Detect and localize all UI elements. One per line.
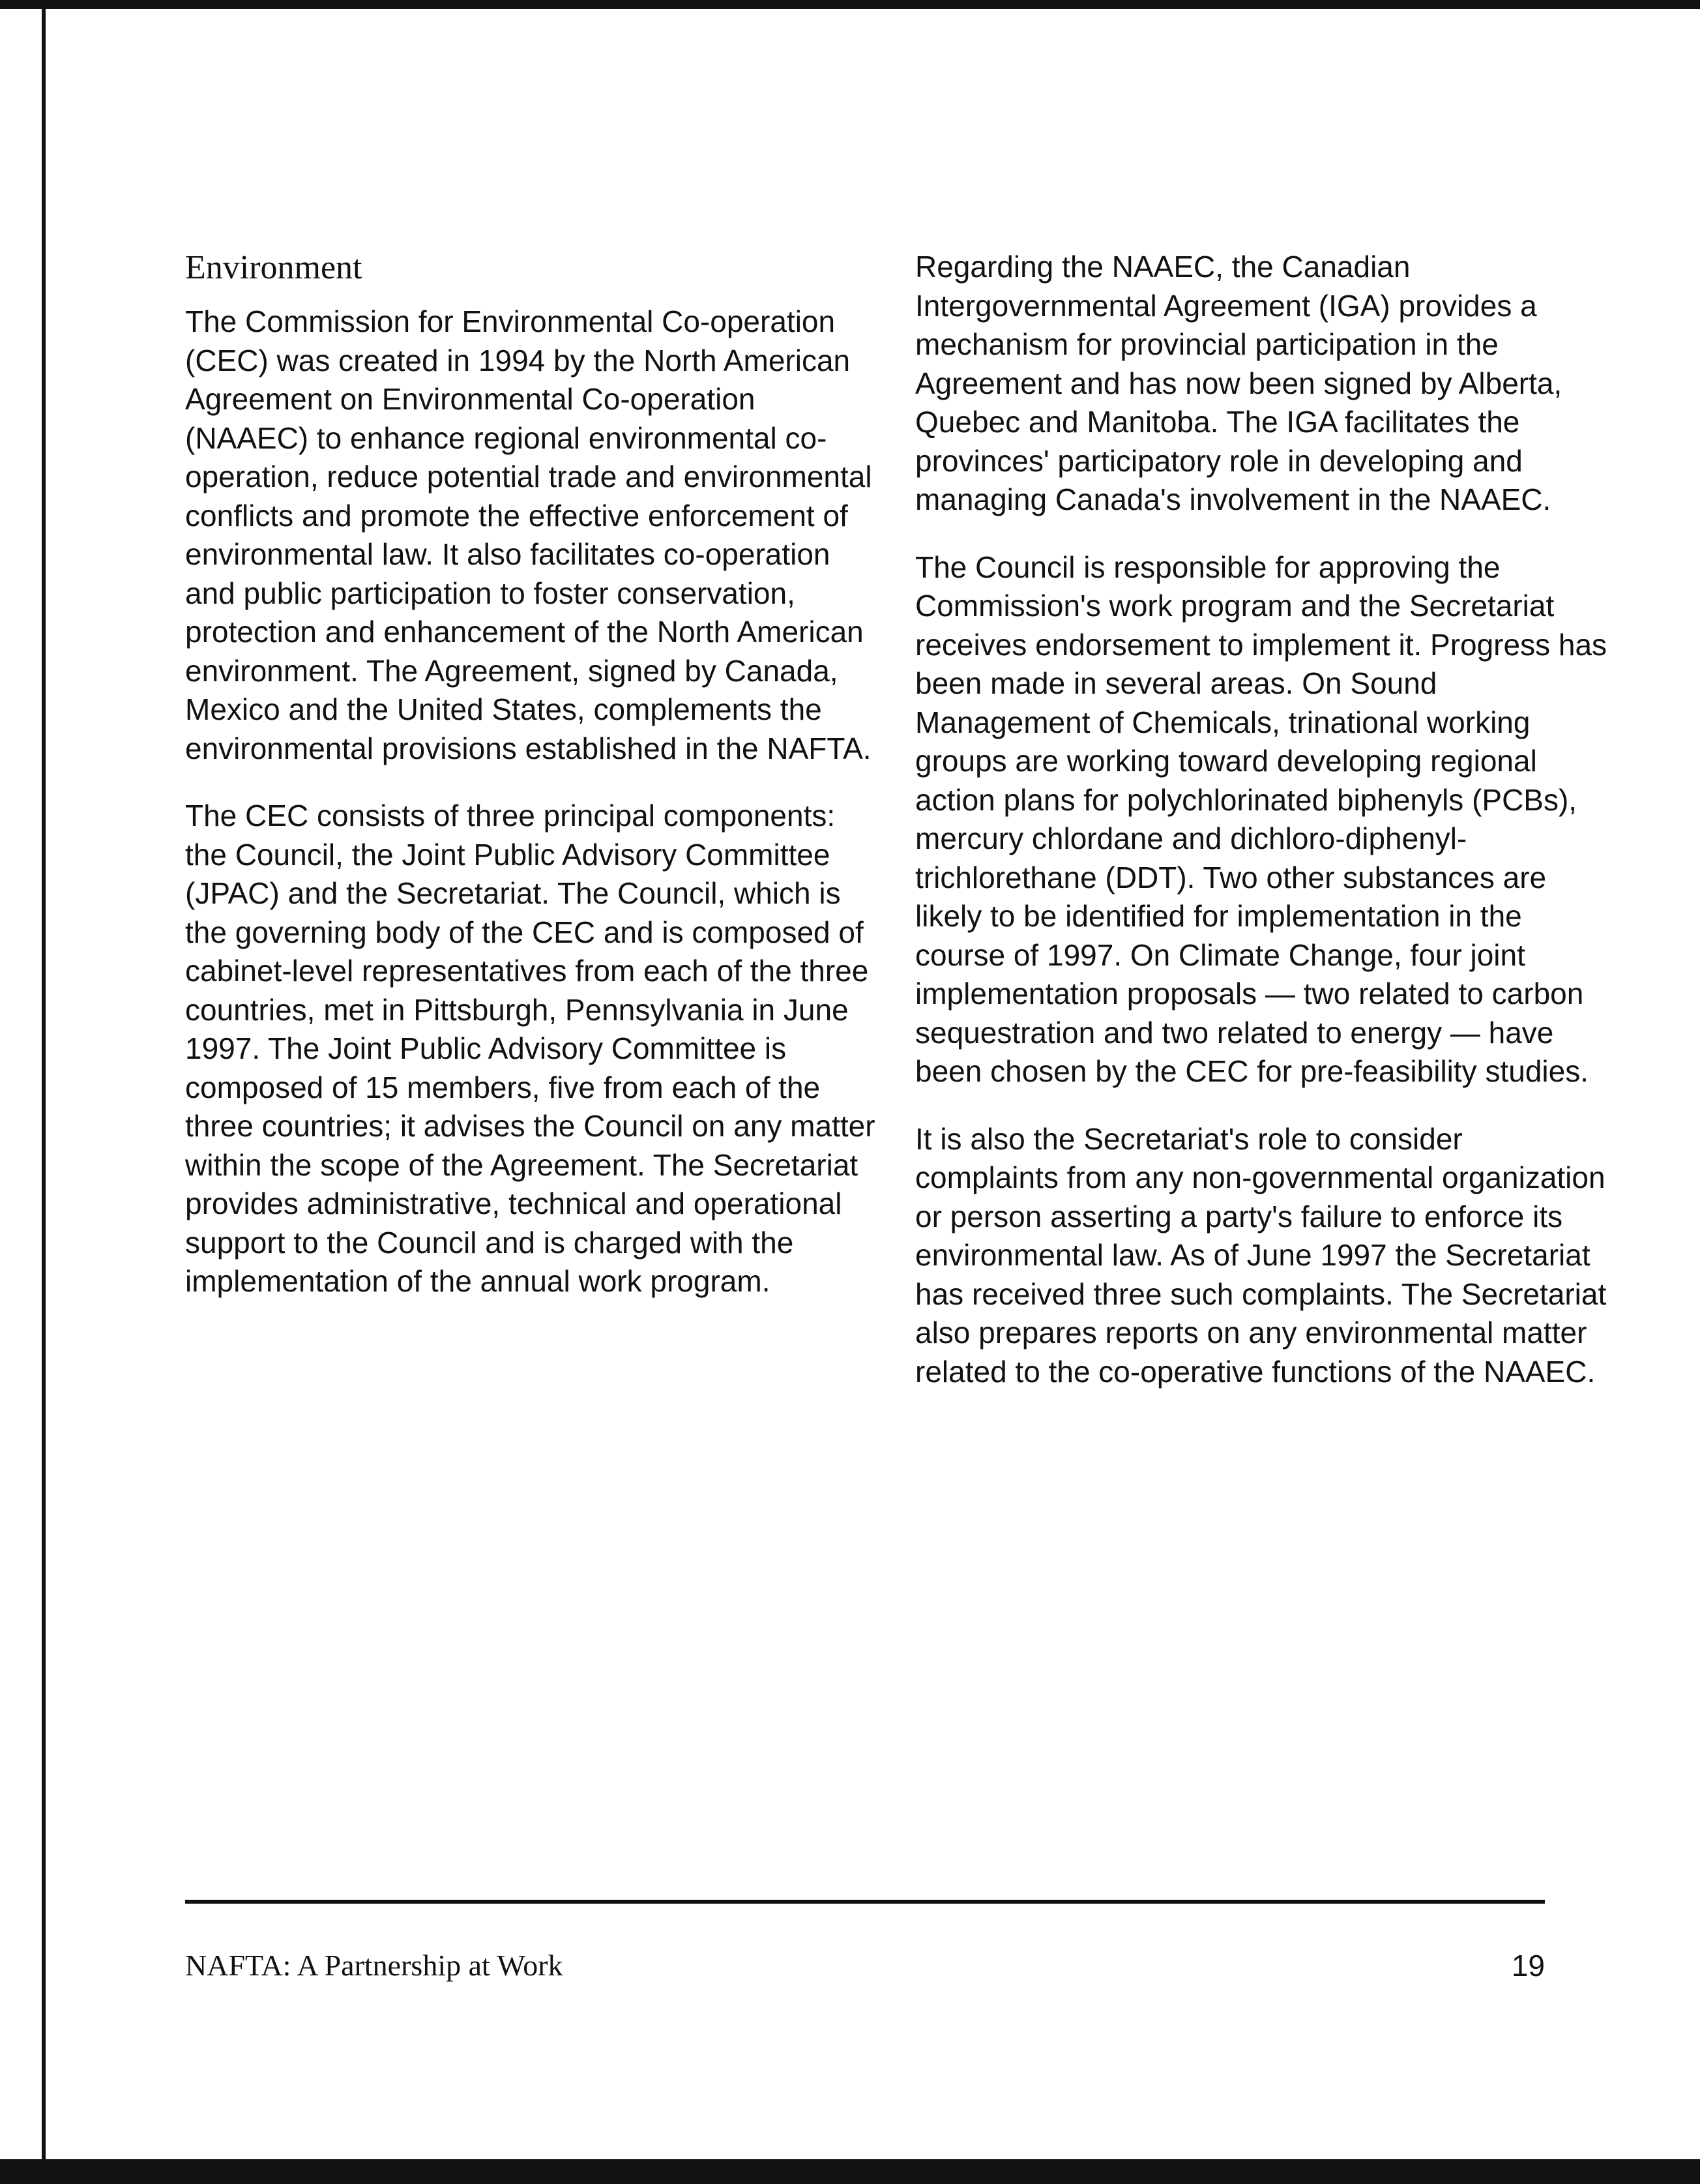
scan-border-bottom: [0, 2159, 1700, 2184]
paragraph-council-work-program: The Council is responsible for approving the Commission's work program and the Secretariat receives endorsement to implement it. Progress has been made in several areas. On Sound Management of Chemicals, trinational working groups are working toward developing regional action plans for polychlorinated biphenyls (PCBs), mercury chlordane and dichloro-diphenyl-trichlorethane (DDT). Two other substances are likely to be identified for implementation in the course of 1997. On Climate Change, four joint implementation proposals — two related to carbon sequestration and two related to energy — have been chosen by the CEC for pre-feasibility studies.: [915, 550, 1607, 1088]
page-number: 19: [1511, 1949, 1545, 1983]
scan-border-left: [42, 9, 46, 2161]
paragraph-secretariat-complaints: It is also the Secretariat's role to consider complaints from any non-governmental organization or person asserting a party's failure to enforce its environmental law. As of June 1997 the Secretariat has received three such complaints. The Secretariat also prepares reports on any environmental matter related to the co-operative functions of the NAAEC.: [915, 1121, 1607, 1389]
right-column: [915, 248, 1613, 1420]
section-heading: Environment: [185, 249, 362, 286]
paragraph-cec-creation: The Commission for Environmental Co-operation (CEC) was created in 1994 by the North American Agreement on Environmental Co-operation (NAAEC) to enhance regional environmental co-operation, reduce potential trade and environmental conflicts and promote the effective enforcement of environmental law. It also facilitates co-operation and public participation to foster conservation, protection and enhancement of the North American environment. The Agreement, signed by Canada, Mexico and the United States, complements the environmental provisions established in the NAFTA.: [185, 304, 872, 765]
paragraph-iga: Regarding the NAAEC, the Canadian Intergovernmental Agreement (IGA) provides a mechanism for provincial participation in the Agreement and has now been signed by Alberta, Quebec and Manitoba. The IGA facilitates the provinces' participatory role in developing and managing Canada's involvement in the NAAEC.: [915, 250, 1562, 516]
footer-title: NAFTA: A Partnership at Work: [185, 1949, 563, 1982]
paragraph-cec-components: The CEC consists of three principal components: the Council, the Joint Public Advisory Committee (JPAC) and the Secretariat. The Council, which is the governing body of the CEC and is composed of cabinet-level representatives from each of the three countries, met in Pittsburgh, Pennsylvania in June 1997. The Joint Public Advisory Committee is composed of 15 members, five from each of the three countries; it advises the Council on any matter within the scope of the Agreement. The Secretariat provides administrative, technical and operational support to the Council and is charged with the implementation of the annual work program.: [185, 799, 875, 1299]
left-column: [185, 248, 883, 1330]
scan-border-top: [0, 0, 1700, 9]
footer-rule: [185, 1900, 1545, 1904]
